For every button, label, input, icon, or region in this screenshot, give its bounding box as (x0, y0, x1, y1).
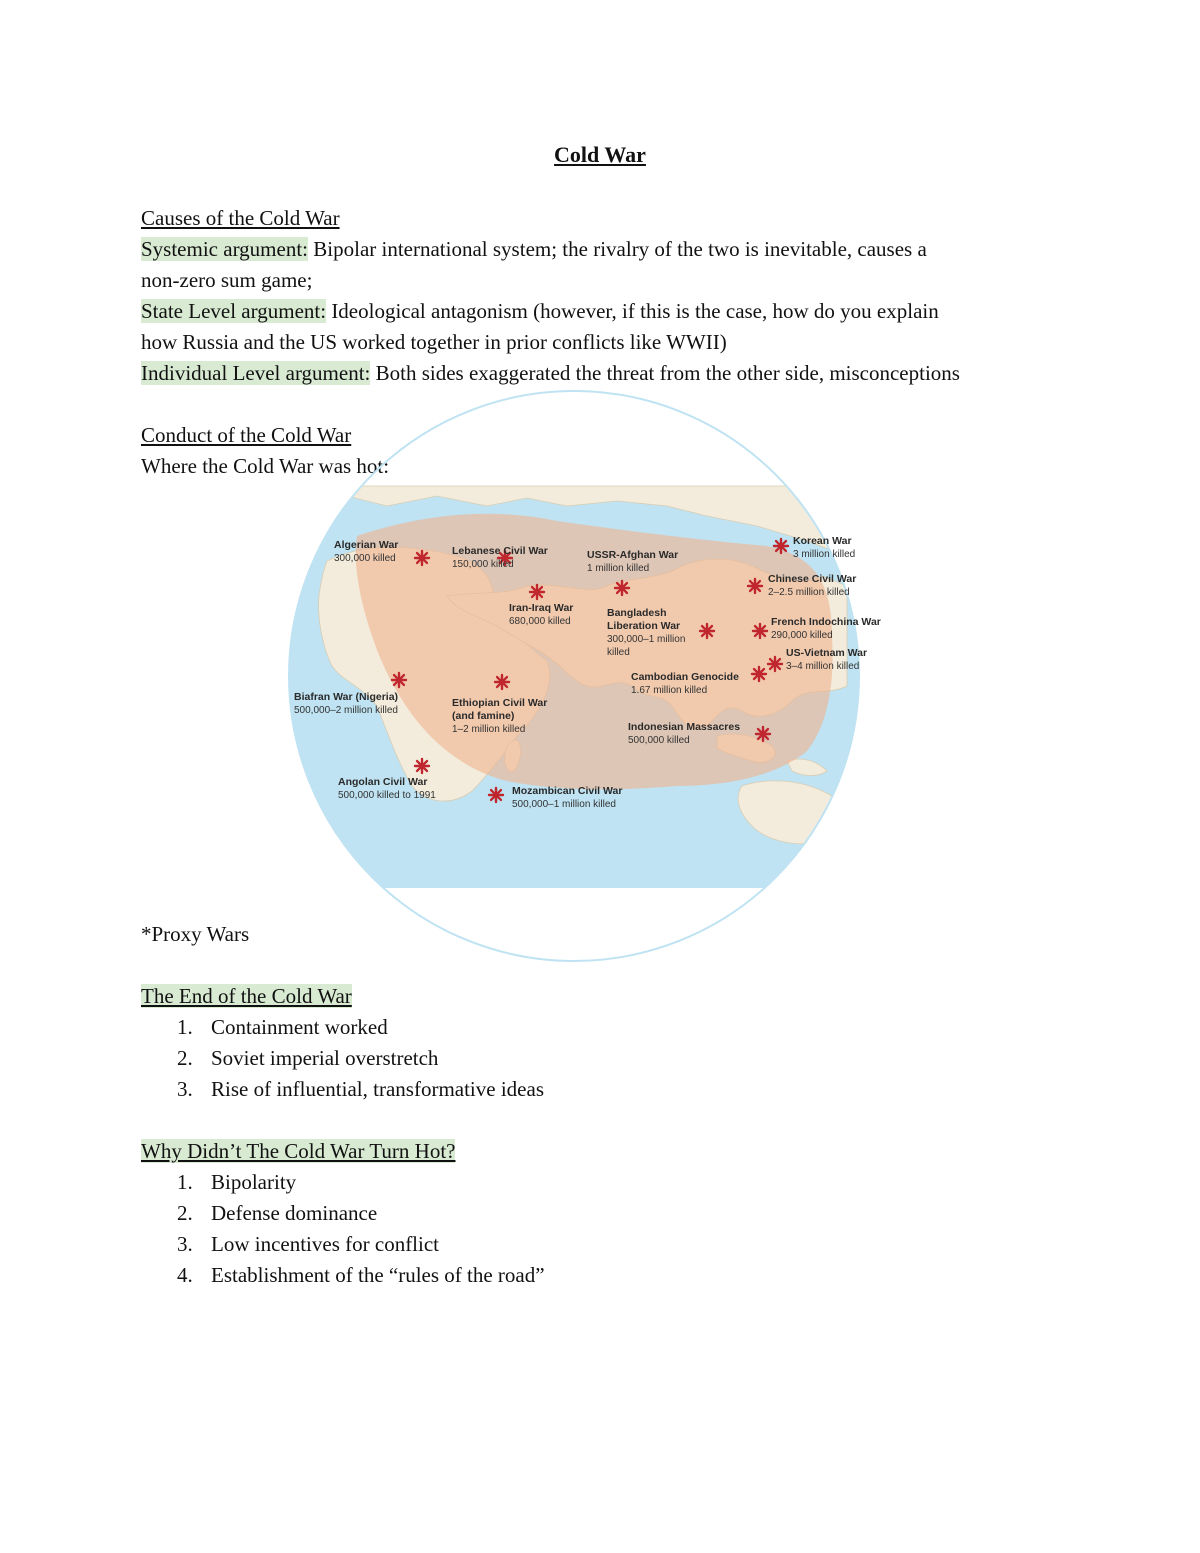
war-name: Mozambican Civil War (512, 785, 623, 797)
war-casualties: 500,000–2 million killed (294, 705, 398, 716)
war-marker-icon (752, 667, 766, 681)
war-casualties: 1 million killed (587, 563, 650, 574)
list-number: 1. (177, 1170, 193, 1194)
war-marker-icon (530, 585, 544, 599)
war-casualties: 680,000 killed (509, 616, 571, 627)
list-item (141, 1012, 1081, 1043)
war-marker-icon (415, 551, 429, 565)
war-casualties: 2–2.5 million killed (768, 587, 850, 598)
war-casualties: 3 million killed (793, 549, 856, 560)
page-title: Cold War (554, 142, 646, 167)
spacer (141, 1105, 1081, 1136)
state-argument-label: State Level argument: (141, 299, 327, 323)
war-casualties: 150,000 killed (452, 559, 514, 570)
state-argument-line (141, 296, 1081, 327)
war-name: Cambodian Genocide (631, 671, 739, 683)
war-marker-icon (489, 788, 503, 802)
list-number: 4. (177, 1263, 193, 1287)
war-name: US-Vietnam War (786, 647, 868, 659)
war-casualties: 300,000 killed (334, 553, 396, 564)
list-text: Bipolarity (211, 1170, 297, 1194)
war-marker-icon (768, 657, 782, 671)
conduct-heading: Conduct of the Cold War (141, 423, 352, 447)
end-heading-text: The End of the Cold War (141, 984, 352, 1008)
war-marker-icon (700, 624, 714, 638)
spacer (141, 888, 1081, 919)
war-casualties: 500,000–1 million killed (512, 799, 616, 810)
war-name: Ethiopian Civil War (452, 697, 548, 709)
individual-argument-line (141, 358, 1081, 389)
why-heading (141, 1136, 1081, 1167)
list-item (141, 1074, 1081, 1105)
list-text: Low incentives for conflict (211, 1232, 440, 1256)
end-heading (141, 981, 1081, 1012)
list-item (141, 1043, 1081, 1074)
state-argument-continuation: how Russia and the US worked together in prior conflicts like WWII) (141, 330, 727, 354)
state-argument-text: Ideological antagonism (however, if this is the case, how do you explain (326, 299, 939, 323)
systemic-argument-label: Systemic argument: (141, 237, 309, 261)
war-name: Liberation War (607, 620, 681, 632)
war-name: Lebanese Civil War (452, 545, 548, 557)
war-name: Angolan Civil War (338, 776, 428, 788)
list-number: 3. (177, 1232, 193, 1256)
war-marker-icon (495, 675, 509, 689)
war-name: Bangladesh (607, 607, 667, 619)
list-text: Establishment of the “rules of the road” (211, 1263, 545, 1287)
war-casualties: 1.67 million killed (631, 685, 708, 696)
individual-argument-label: Individual Level argument: (141, 361, 371, 385)
systemic-argument-text: Bipolar international system; the rivalry of the two is inevitable, causes a (308, 237, 927, 261)
war-casualties: killed (607, 647, 630, 658)
list-item (141, 1260, 1081, 1291)
proxy-wars-note: *Proxy Wars (141, 922, 250, 946)
causes-heading: Causes of the Cold War (141, 206, 340, 230)
list-text: Containment worked (211, 1015, 388, 1039)
war-casualties: 300,000–1 million (607, 634, 686, 645)
war-name: Indonesian Massacres (628, 721, 741, 733)
war-marker-icon (415, 759, 429, 773)
war-name: French Indochina War (771, 616, 881, 628)
war-marker-icon (392, 673, 406, 687)
list-item (141, 1229, 1081, 1260)
war-casualties: 500,000 killed (628, 735, 690, 746)
list-text: Soviet imperial overstretch (211, 1046, 439, 1070)
list-item (141, 1198, 1081, 1229)
war-marker-icon (753, 624, 767, 638)
list-number: 2. (177, 1046, 193, 1070)
war-casualties: 290,000 killed (771, 630, 833, 641)
war-name: Chinese Civil War (768, 573, 857, 585)
list-number: 3. (177, 1077, 193, 1101)
war-name: Iran-Iraq War (509, 602, 574, 614)
war-casualties: 500,000 killed to 1991 (338, 790, 436, 801)
individual-argument-text: Both sides exaggerated the threat from the other side, misconceptions (370, 361, 960, 385)
war-name: Biafran War (Nigeria) (294, 691, 399, 703)
why-list (141, 1167, 1081, 1291)
map-svg (287, 486, 881, 888)
war-name: (and famine) (452, 710, 515, 722)
list-number: 1. (177, 1015, 193, 1039)
list-text: Rise of influential, transformative ideas (211, 1077, 544, 1101)
war-casualties: 3–4 million killed (786, 661, 860, 672)
war-name: Korean War (793, 535, 852, 547)
systemic-argument-continuation: non-zero sum game; (141, 268, 313, 292)
end-list (141, 1012, 1081, 1105)
systemic-argument-line (141, 234, 1081, 265)
list-item (141, 1167, 1081, 1198)
war-marker-icon (756, 727, 770, 741)
war-name: Algerian War (334, 539, 399, 551)
list-number: 2. (177, 1201, 193, 1225)
cold-war-conflicts-map (287, 486, 881, 888)
spacer (141, 950, 1081, 981)
document-body (141, 203, 1081, 1291)
war-casualties: 1–2 million killed (452, 724, 526, 735)
conduct-subheading: Where the Cold War was hot: (141, 454, 390, 478)
war-name: USSR-Afghan War (587, 549, 679, 561)
why-heading-text: Why Didn’t The Cold War Turn Hot? (141, 1139, 456, 1163)
war-marker-icon (748, 579, 762, 593)
war-marker-icon (615, 581, 629, 595)
war-marker-icon (774, 539, 788, 553)
list-text: Defense dominance (211, 1201, 378, 1225)
